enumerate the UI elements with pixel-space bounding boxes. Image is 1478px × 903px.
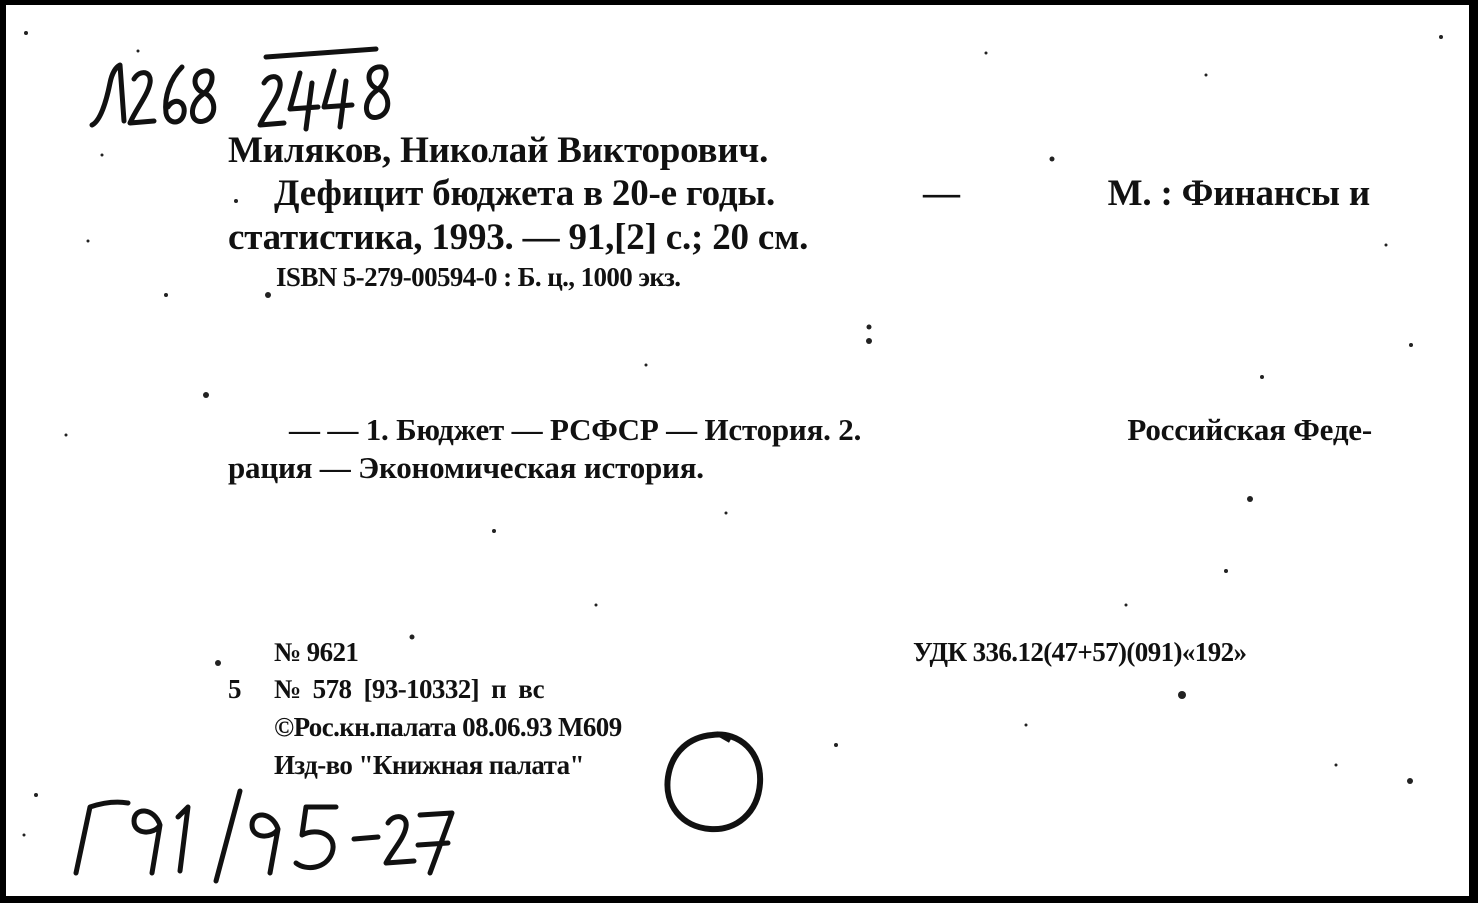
publisher-line: Изд-во "Книжная палата"	[274, 750, 584, 780]
title-line-2: статистика, 1993. — 91,[2] с.; 20 см.	[228, 217, 809, 258]
copyright-line: ©Рос.кн.палата 08.06.93 М609	[274, 712, 622, 742]
author-heading: Миляков, Николай Викторович.	[228, 130, 769, 171]
imprint-start: М. : Финансы и	[1107, 173, 1370, 214]
title-dash: —	[922, 173, 960, 214]
subject-headings: — — 1. Бюджет — РСФСР — История. 2.	[289, 412, 862, 447]
title-statement: Дефицит бюджета в 20-е годы.	[274, 173, 776, 214]
subject-heading-continued: Российская Феде-	[1127, 412, 1372, 447]
card-number-2: № 578 [93-10332] п вс	[274, 674, 544, 704]
udc-code: УДК 336.12(47+57)(091)«192»	[913, 637, 1247, 667]
card-prefix: 5	[228, 674, 241, 704]
scan-speckles	[6, 5, 1466, 895]
isbn-line: ISBN 5-279-00594-0 : Б. ц., 1000 экз.	[276, 262, 681, 292]
card-number-1: № 9621	[274, 637, 359, 667]
subjects-line-2: рация — Экономическая история.	[228, 450, 704, 485]
